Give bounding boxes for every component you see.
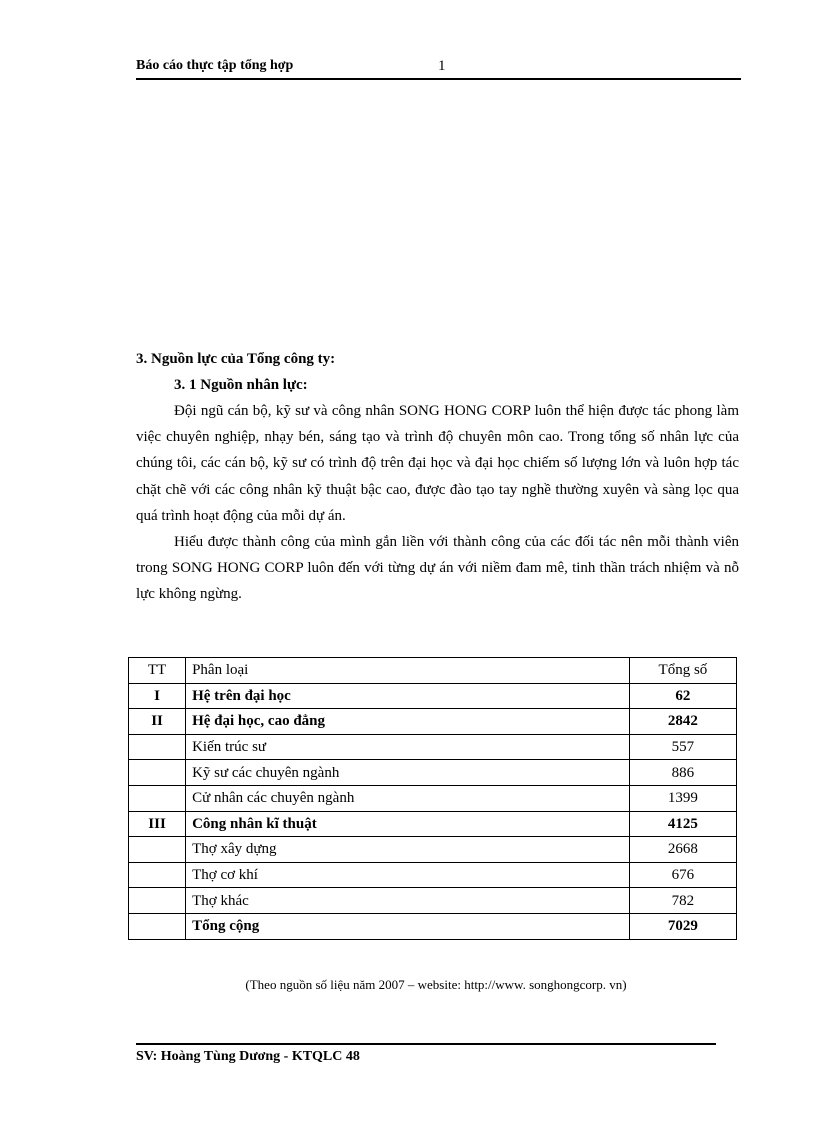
cell-category: Công nhân kĩ thuật bbox=[186, 811, 630, 837]
paragraph: Đội ngũ cán bộ, kỹ sư và công nhân SONG HONG CORP luôn thể hiện được tác phong làm việc chuyên nghiệp, nhạy bén, sáng tạo và trình độ chuyên môn cao. Trong tổng số nhân lực của chúng tôi, các cán bộ, kỹ sư có trình độ trên đại học và đại học chiếm số lượng lớn và luôn hợp tác chặt chẽ với các công nhân kỹ thuật bậc cao, được đào tạo tay nghề thường xuyên và sàng lọc qua quá trình hoạt động của mỗi dự án. bbox=[136, 403, 739, 524]
cell-tt bbox=[129, 913, 186, 939]
cell-tt: II bbox=[129, 709, 186, 735]
source-note: (Theo nguồn số liệu năm 2007 – website: http://www. songhongcorp. vn) bbox=[245, 977, 627, 992]
footer-author: SV: Hoàng Tùng Dương - KTQLC 48 bbox=[136, 1049, 360, 1064]
page-number: 1 bbox=[438, 58, 446, 74]
cell-total: 676 bbox=[629, 862, 736, 888]
staff-table bbox=[128, 657, 737, 940]
cell-category: Cử nhân các chuyên ngành bbox=[186, 785, 630, 811]
cell-category: Kiến trúc sư bbox=[186, 734, 630, 760]
cell-total: 557 bbox=[629, 734, 736, 760]
column-header-tt: TT bbox=[129, 658, 186, 684]
cell-total: 782 bbox=[629, 888, 736, 914]
footer-divider bbox=[136, 1043, 716, 1045]
table-row bbox=[129, 785, 737, 811]
cell-category: Kỹ sư các chuyên ngành bbox=[186, 760, 630, 786]
table-row bbox=[129, 888, 737, 914]
cell-tt: III bbox=[129, 811, 186, 837]
cell-tt bbox=[129, 837, 186, 863]
cell-total: 2668 bbox=[629, 837, 736, 863]
header-title: Báo cáo thực tập tổng hợp bbox=[136, 58, 294, 73]
cell-category: Thợ xây dựng bbox=[186, 837, 630, 863]
table-row bbox=[129, 862, 737, 888]
cell-total: 62 bbox=[629, 683, 736, 709]
subsection-heading: 3. 1 Nguồn nhân lực: bbox=[174, 377, 308, 393]
table-row bbox=[129, 760, 737, 786]
page-header bbox=[136, 58, 741, 80]
cell-total: 2842 bbox=[629, 709, 736, 735]
table-row bbox=[129, 811, 737, 837]
table-row bbox=[129, 837, 737, 863]
table-row bbox=[129, 913, 737, 939]
cell-total: 886 bbox=[629, 760, 736, 786]
table-row bbox=[129, 683, 737, 709]
cell-tt bbox=[129, 734, 186, 760]
cell-category: Hệ đại học, cao đẳng bbox=[186, 709, 630, 735]
cell-category: Tổng cộng bbox=[186, 913, 630, 939]
cell-tt: I bbox=[129, 683, 186, 709]
section-heading: 3. Nguồn lực của Tổng công ty: bbox=[136, 351, 336, 367]
cell-total: 1399 bbox=[629, 785, 736, 811]
paragraph: Hiểu được thành công của mình gắn liền với thành công của các đối tác nên mỗi thành viên trong SONG HONG CORP luôn đến với từng dự án với niềm đam mê, tinh thần trách nhiệm và nỗ lực không ngừng. bbox=[136, 534, 739, 603]
cell-tt bbox=[129, 862, 186, 888]
cell-category: Hệ trên đại học bbox=[186, 683, 630, 709]
column-header-total: Tổng số bbox=[629, 658, 736, 684]
column-header-category: Phân loại bbox=[186, 658, 630, 684]
table-row bbox=[129, 734, 737, 760]
cell-total: 4125 bbox=[629, 811, 736, 837]
cell-tt bbox=[129, 785, 186, 811]
cell-total: 7029 bbox=[629, 913, 736, 939]
content-section bbox=[136, 346, 739, 608]
cell-category: Thợ cơ khí bbox=[186, 862, 630, 888]
cell-tt bbox=[129, 760, 186, 786]
table-header-row bbox=[129, 658, 737, 684]
table-row bbox=[129, 709, 737, 735]
cell-category: Thợ khác bbox=[186, 888, 630, 914]
cell-tt bbox=[129, 888, 186, 914]
